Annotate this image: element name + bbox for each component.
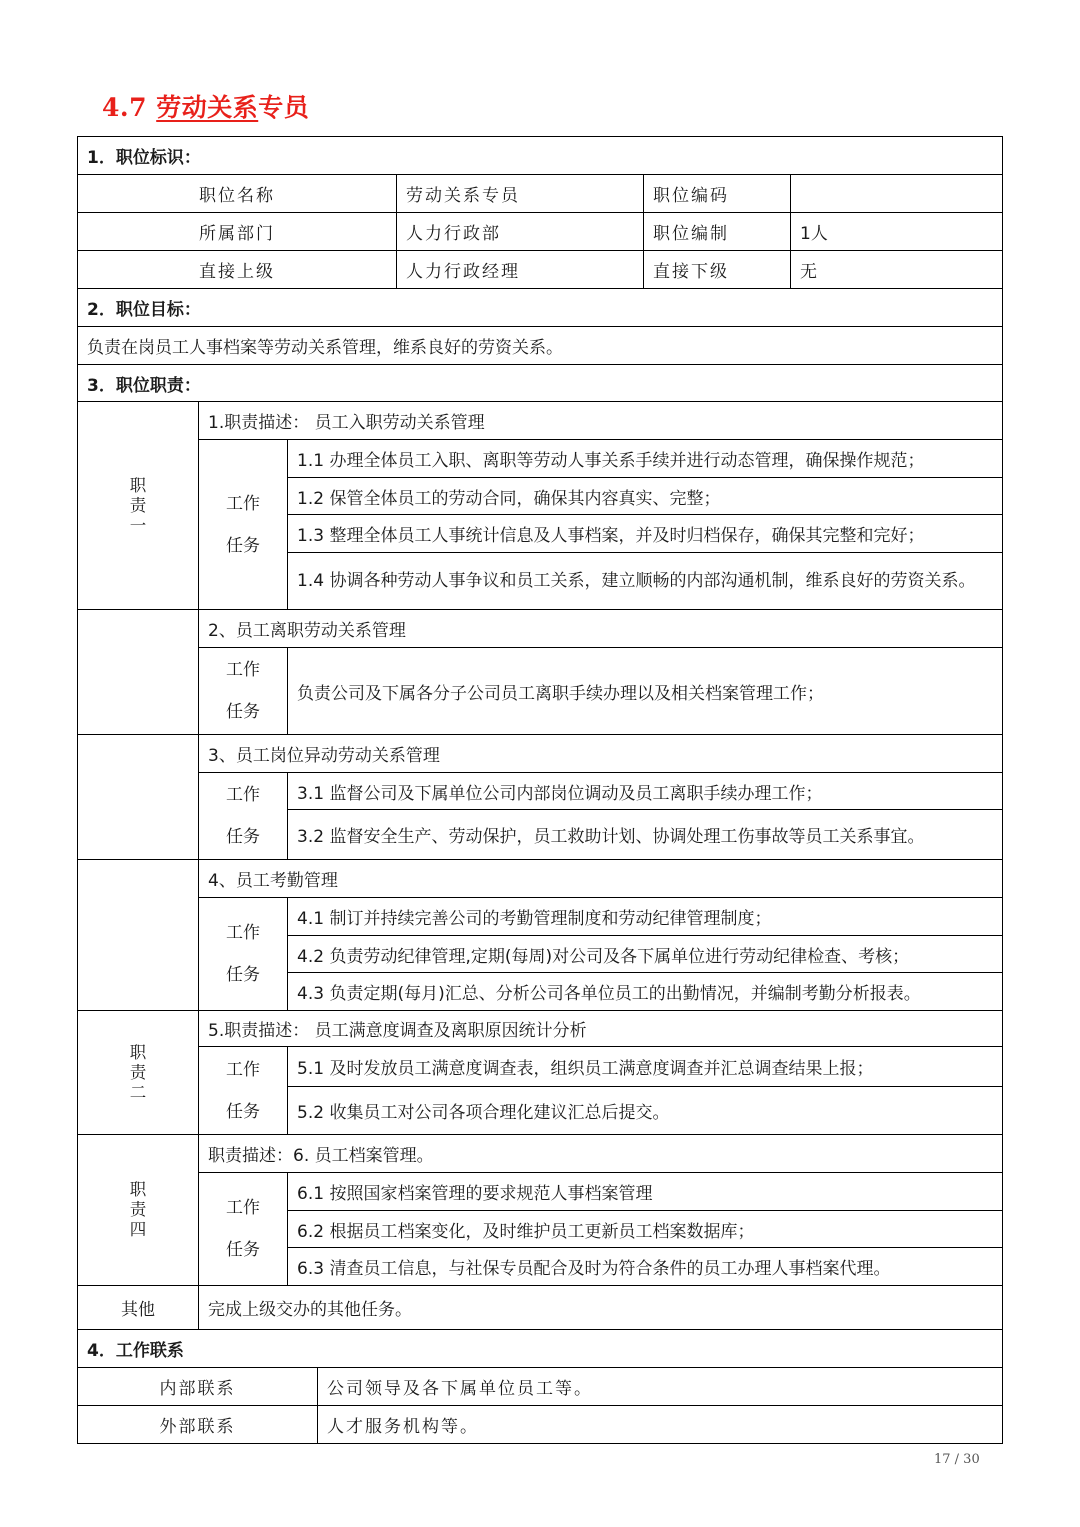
work-task-label: 工作 任务 — [199, 648, 288, 735]
info-value: 人力行政经理 — [397, 251, 644, 289]
position-goal: 负责在岗员工人事档案等劳动关系管理，维系良好的劳资关系。 — [78, 327, 1003, 365]
job-description-table — [77, 136, 1003, 1444]
work-task-label: 工作 任务 — [199, 440, 288, 610]
work-task-label: 工作 任务 — [199, 773, 288, 860]
info-value — [791, 175, 1003, 213]
duty-description: 2、员工离职劳动关系管理 — [199, 610, 1003, 648]
task-item: 1.4 协调各种劳动人事争议和员工关系，建立顺畅的内部沟通机制，维系良好的劳资关系。 — [288, 553, 1003, 610]
info-key: 所属部门 — [78, 213, 397, 251]
work-task-label: 工作 任务 — [199, 1047, 288, 1135]
section-title — [102, 88, 309, 124]
task-item: 4.2 负责劳动纪律管理,定期(每周)对公司及各下属单位进行劳动纪律检查、考核； — [288, 936, 1003, 973]
duty-label — [78, 735, 199, 860]
section-heading: 1．职位标识： — [78, 137, 1003, 175]
task-item: 4.1 制订并持续完善公司的考勤管理制度和劳动纪律管理制度； — [288, 898, 1003, 936]
work-task-label: 工作 任务 — [199, 1173, 288, 1286]
duty-description: 5.职责描述： 员工满意度调查及离职原因统计分析 — [199, 1011, 1003, 1047]
info-key: 职位名称 — [78, 175, 397, 213]
info-key: 直接上级 — [78, 251, 397, 289]
task-item: 3.2 监督安全生产、劳动保护，员工救助计划、协调处理工伤事故等员工关系事宜。 — [288, 810, 1003, 860]
contact-row — [78, 1368, 1003, 1406]
duty-label — [78, 610, 199, 735]
task-item: 1.3 整理全体员工人事统计信息及人事档案，并及时归档保存，确保其完整和完好； — [288, 515, 1003, 553]
task-item: 4.3 负责定期(每月)汇总、分析公司各单位员工的出勤情况，并编制考勤分析报表。 — [288, 973, 1003, 1011]
duty-label — [78, 860, 199, 1011]
section-heading: 3．职位职责： — [78, 365, 1003, 402]
task-item: 6.1 按照国家档案管理的要求规范人事档案管理 — [288, 1173, 1003, 1211]
duty-description: 4、员工考勤管理 — [199, 860, 1003, 898]
contact-value: 人才服务机构等。 — [318, 1406, 1003, 1444]
info-row — [78, 175, 1003, 213]
duty-description: 1.职责描述： 员工入职劳动关系管理 — [199, 402, 1003, 440]
info-row — [78, 251, 1003, 289]
info-key: 职位编制 — [644, 213, 791, 251]
duty-label: 职责四 — [78, 1135, 199, 1286]
title-rest: 专员 — [258, 93, 310, 122]
contact-row — [78, 1406, 1003, 1444]
contact-key: 内部联系 — [78, 1368, 318, 1406]
task-item: 3.1 监督公司及下属单位公司内部岗位调动及员工离职手续办理工作； — [288, 773, 1003, 810]
task-item: 负责公司及下属各分子公司员工离职手续办理以及相关档案管理工作； — [288, 648, 1003, 735]
task-item: 1.1 办理全体员工入职、离职等劳动人事关系手续并进行动态管理，确保操作规范； — [288, 440, 1003, 478]
contact-value: 公司领导及各下属单位员工等。 — [318, 1368, 1003, 1406]
info-row — [78, 213, 1003, 251]
contact-key: 外部联系 — [78, 1406, 318, 1444]
task-item: 5.2 收集员工对公司各项合理化建议汇总后提交。 — [288, 1087, 1003, 1135]
info-key: 职位编码 — [644, 175, 791, 213]
task-item: 1.2 保管全体员工的劳动合同，确保其内容真实、完整； — [288, 478, 1003, 515]
duty-label: 职责二 — [78, 1011, 199, 1135]
other-text: 完成上级交办的其他任务。 — [199, 1286, 1003, 1330]
task-item: 6.2 根据员工档案变化，及时维护员工更新员工档案数据库； — [288, 1211, 1003, 1248]
title-number: 4.7 — [102, 93, 157, 122]
info-key: 直接下级 — [644, 251, 791, 289]
duty-description: 3、员工岗位异动劳动关系管理 — [199, 735, 1003, 773]
section-heading: 4．工作联系 — [78, 1330, 1003, 1368]
other-label: 其他 — [78, 1286, 199, 1330]
info-value: 劳动关系专员 — [397, 175, 644, 213]
info-value: 人力行政部 — [397, 213, 644, 251]
work-task-label: 工作 任务 — [199, 898, 288, 1011]
info-value: 1人 — [791, 213, 1003, 251]
duty-label: 职责一 — [78, 402, 199, 610]
section-heading: 2．职位目标： — [78, 289, 1003, 327]
title-underlined: 劳动关系 — [156, 93, 259, 122]
task-item: 5.1 及时发放员工满意度调查表，组织员工满意度调查并汇总调查结果上报； — [288, 1047, 1003, 1087]
task-item: 6.3 清查员工信息，与社保专员配合及时为符合条件的员工办理人事档案代理。 — [288, 1248, 1003, 1286]
duty-description: 职责描述：6. 员工档案管理。 — [199, 1135, 1003, 1173]
page-number: 17 / 30 — [934, 1452, 980, 1467]
info-value: 无 — [791, 251, 1003, 289]
